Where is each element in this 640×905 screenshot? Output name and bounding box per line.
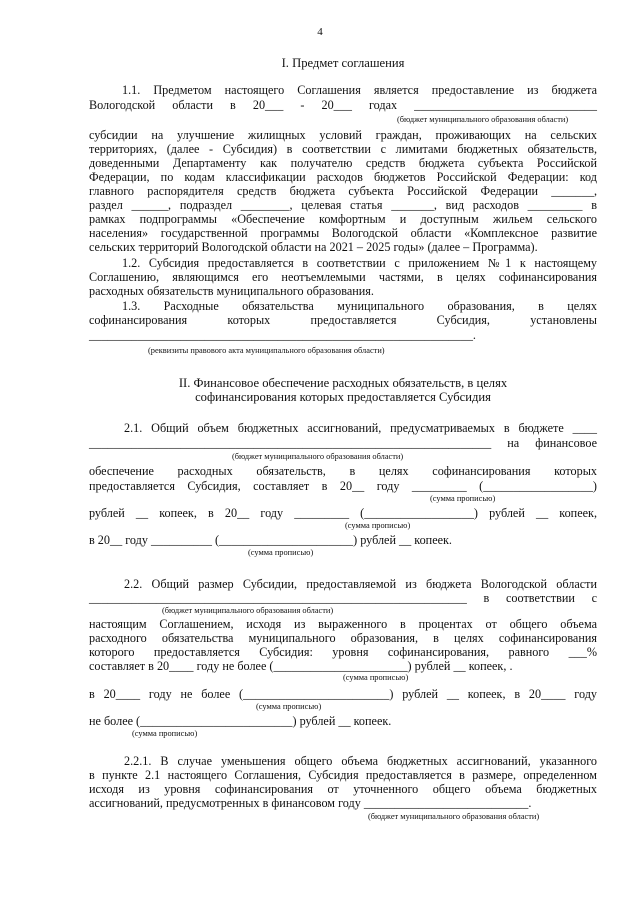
text-line: 2.2.1. В случае уменьшения общего объема бюджетных ассигнований, указанного (124, 754, 597, 768)
text-line: доведенными Департаменту как получателю средств бюджета субъекта Российской (89, 156, 597, 170)
text-line: составляет в 20____ году не более (______________________) рублей __ копеек, . (89, 659, 513, 673)
text-line: не более (_________________________) рублей __ копеек. (89, 714, 392, 728)
text-line: Соглашению, являющимся его неотъемлемыми частями, в целях софинансирования (89, 270, 597, 284)
text-line: софинансирования которых предоставляется Субсидия, установлены (89, 313, 597, 327)
section-2-title-line-2: софинансирования которых предоставляется Субсидия (195, 390, 491, 404)
text-line: исходя из уровня софинансирования от уточненного общего объема бюджетных (89, 782, 597, 796)
field-note: (реквизиты правового акта муниципального образования области) (148, 346, 385, 355)
text-line: в пункте 2.1 настоящего Соглашения, Субсидия предоставляется в размере, определенном (89, 768, 597, 782)
field-note: (бюджет муниципального образования области) (232, 452, 404, 461)
text-line: ______________________________________________________________ в соответствии с (89, 591, 597, 605)
text-line: сельских территорий Вологодской области на 2021 – 2025 годы» (далее – Программа). (89, 240, 538, 254)
text-line: Федерации, по кодам классификации расходов бюджетов Российской Федерации: код (89, 170, 597, 184)
text-line: расходных обязательств муниципального образования. (89, 284, 374, 298)
text-line: 1.1. Предметом настоящего Соглашения является предоставление из бюджета (122, 83, 597, 97)
field-note: (сумма прописью) (132, 729, 198, 738)
page-number: 4 (317, 26, 323, 38)
text-line: 2.1. Общий объем бюджетных ассигнований, предусматриваемых в бюджете ____ (124, 421, 597, 435)
text-line: субсидии на улучшение жилищных условий граждан, проживающих на сельских (89, 128, 597, 142)
text-line: обеспечение расходных обязательств, в целях софинансирования которых (89, 464, 597, 478)
field-note: (сумма прописью) (430, 494, 496, 503)
text-line: 2.2. Общий размер Субсидии, предоставляемой из бюджета Вологодской области (124, 577, 597, 591)
text-line: 1.2. Субсидия предоставляется в соответствии с приложением №1 к настоящему (122, 256, 597, 270)
text-line: рублей __ копеек, в 20__ году _________ (__________________) рублей __ копеек, (89, 506, 597, 520)
section-2-title-line-1: II. Финансовое обеспечение расходных обязательств, в целях (178, 376, 508, 390)
text-line: раздел ______, подраздел ________, целевая статья _______, вид расходов _________ в (89, 198, 597, 212)
text-line: территориях, (далее - Субсидия) в соответствии с лимитами бюджетных обязательств, (89, 142, 597, 156)
field-note: (бюджет муниципального образования области) (397, 115, 569, 124)
section-1-title: I. Предмет соглашения (281, 56, 405, 70)
field-note: (сумма прописью) (256, 702, 322, 711)
text-line: которого предоставляется Субсидия: уровня софинансирования, равного ___% (89, 645, 597, 659)
text-line: главного распорядителя средств бюджета субъекта Российской Федерации _______, (89, 184, 597, 198)
field-note: (бюджет муниципального образования области) (162, 606, 334, 615)
text-line: населения» государственной программы Вологодской области «Комплексное развитие (89, 226, 597, 240)
text-line: расходного обязательства муниципального образования, в целях софинансирования (89, 631, 597, 645)
text-line: __________________________________________________________________ на финансовое (89, 436, 597, 450)
text-line: Вологодской области в 20___ - 20___ годах ______________________________ (89, 98, 597, 112)
field-note: (сумма прописью) (248, 548, 314, 557)
text-line: в 20____ году не более (________________________) рублей __ копеек, в 20____ году (89, 687, 597, 701)
text-line: 1.3. Расходные обязательства муниципального образования, в целях (122, 299, 597, 313)
text-line: рамках подпрограммы «Обеспечение комфортным и доступным жильем сельского (89, 212, 597, 226)
text-line: в 20__ году __________ (______________________) рублей __ копеек. (89, 533, 452, 547)
field-note: (сумма прописью) (345, 521, 411, 530)
text-line: _______________________________________________________________. (89, 328, 476, 342)
text-line: предоставляется Субсидия, составляет в 20__ году _________ (__________________) (89, 479, 597, 493)
text-line: ассигнований, предусмотренных в финансовом году ___________________________. (89, 796, 532, 810)
field-note: (сумма прописью) (343, 673, 409, 682)
field-note: (бюджет муниципального образования области) (368, 812, 540, 821)
text-line: настоящим Соглашением, исходя из выраженного в процентах от общего объема (89, 617, 597, 631)
